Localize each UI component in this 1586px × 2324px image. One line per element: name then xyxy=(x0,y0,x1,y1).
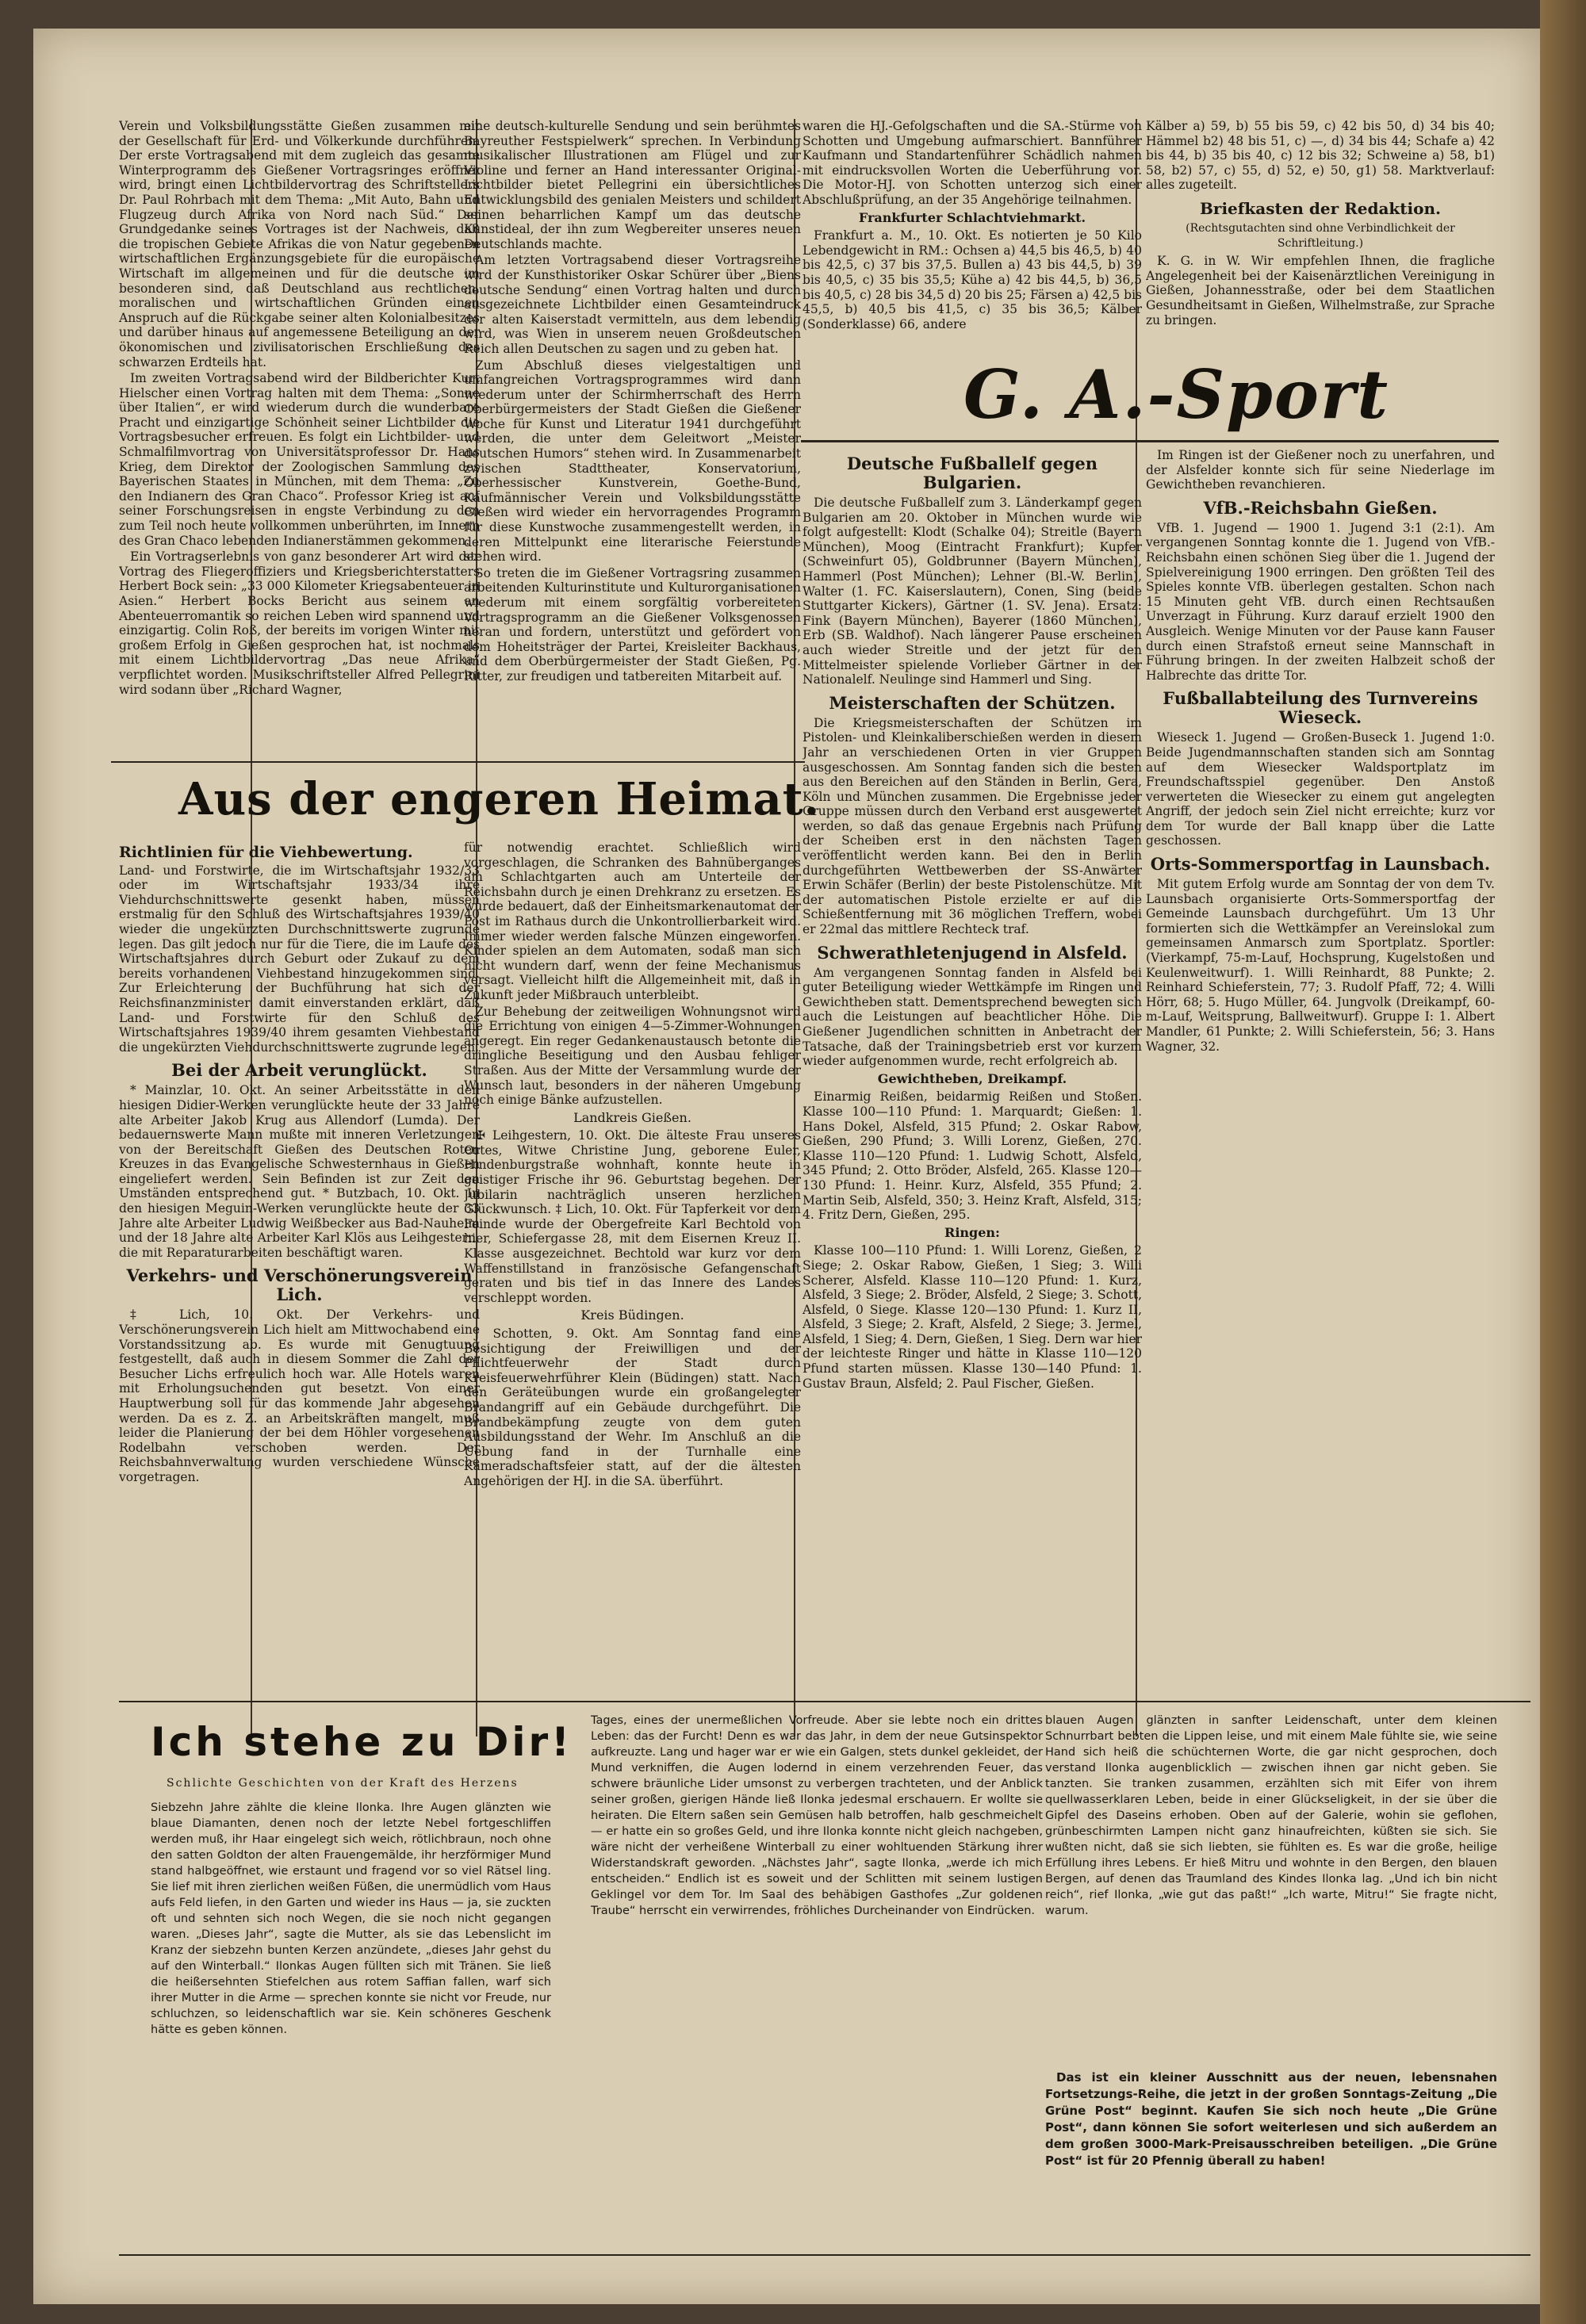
article-paragraph: So treten die im Gießener Vortragsring zusammen arbeitenden Kulturinstitute und Kulturorganisationen wiederum mit einem sorgfältig vorbereiteten Vortragsprogramm an die Gießener Volksgenossen heran und fordern, unterstützt und gefördert von dem Hoheitsträger der Partei, Kreisleiter Backhaus, und dem Oberbürgermeister der Stadt Gießen, Pg. Ritter, zur freudigen und tatbereiten Mitarbeit auf. xyxy=(464,565,801,683)
article-paragraph: * Mainzlar, 10. Okt. An seiner Arbeitsstätte in den hiesigen Didier-Werken verunglückte heute der 33 Jahre alte Arbeiter Jakob Krug aus Allendorf (Lumda). Der bedauernswerte Mann mußte mit inneren Verletzungen von der Bereitschaft Gießen des Deutschen Roten Kreuzes in das Evangelische Schwesternhaus in Gießen eingeliefert werden. Sein Befinden ist zur Zeit den Umständen entsprechend gut. * Butzbach, 10. Okt. In den hiesigen Meguin-Werken verunglückte heute der 33 Jahre alte Arbeiter Ludwig Weißbecker aus Bad-Nauheim und der 18 Jahre alte Arbeiter Karl Klös aus Leihgestern, die mit Reparaturarbeiten beschäftigt waren. xyxy=(119,1083,480,1260)
article-paragraph: Klasse 100—110 Pfund: 1. Willi Lorenz, Gießen, 2 Siege; 2. Oskar Rabow, Gießen, 1 Sieg; 3. Willi Scherer, Alsfeld. Klasse 110—120 Pfund: 1. Kurz, Alsfeld, 3 Siege; 2. Bröder, Alsfeld, 2 Siege; 3. Schott, Alsfeld, 0 Siege. Klasse 120—130 Pfund: 1. Kurz II, Alsfeld, 3 Siege; 2. Kraft, Alsfeld, 2 Siege; 3. Jermel, Alsfeld, 1 Sieg; 4. Dern, Gießen, 1 Sieg. Dern war hier der leichteste Ringer und hätte in Klasse 110—120 Pfund starten müssen. Klasse 130—140 Pfund: 1. Gustav Braun, Alsfeld; 2. Paul Fischer, Gießen. xyxy=(803,1243,1142,1391)
market-report: Kälber a) 59, b) 55 bis 59, c) 42 bis 50, d) 34 bis 40; Hämmel b2) 48 bis 51, c) —, d) 34 bis 44; Schafe a) 42 bis 44, b) 35 bis 40, c) 12 bis 32; Schweine a) 58, b1) 58, b2) 57, c) 55, d) 52, e) 50, g1) 58. Marktverlauf: alles zugeteilt. xyxy=(1146,119,1495,193)
story-paragraph: Tages, eines der unermeßlichen Vorfreude. Aber sie lebte noch ein drittes Leben: das der Furcht! Denn es war das Jahr, in dem der neue Gutsinspektor aufkreuzte. Lang und hager war er wie ein Galgen, stets dunkel gekleidet, der Mund verkniffen, die Augen lodernd in einem verzehrenden Feuer, das schwere bräunliche Lider umsonst zu verbergen trachteten, und der Anblick seiner großen, gierigen Hände ließ Ilonka jedesmal erschauern. Er wollte sie heiraten. Die Eltern saßen sein Gemüsen halb betroffen, halb geschmeichelt — er hatte ein so großes Geld, und ihre Ilonka konnte nicht gleich nachgeben, wäre nicht der verheißene Winterball zu einer wohltuenden Stärkung ihrer Widerstandskraft geworden. „Nächstes Jahr“, sagte Ilonka, „werde ich mich entscheiden.“ Endlich ist es soweit und der Schlitten mit seinem lustigen Geklingel vor dem Tor. Im Saal des behäbigen Gasthofes „Zur goldenen Traube“ herrscht ein verwirrendes, fröhliches Durcheinander von Eindrücken. xyxy=(591,1714,1043,1917)
section-heading: Frankfurter Schlachtviehmarkt. xyxy=(858,209,1086,225)
sport-masthead: G. A.-Sport xyxy=(963,355,1389,434)
grune-post-ad xyxy=(1045,2069,1497,2248)
market-report: Frankfurt a. M., 10. Okt. Es notierten je 50 Kilo Lebendgewicht in RM.: Ochsen a) 44,5 bis 46,5, b) 40 bis 42,5, c) 37 bis 37,5. Bullen a) 43 bis 44,5, b) 39 bis 40,5, c) 35 bis 35,5; Kühe a) 42 bis 44,5, b) 36,5 bis 40,5, c) 28 bis 34,5 d) 20 bis 25; Färsen a) 42,5 bis 45,5, b) 40,5 bis 41,5, c) 35 bis 36,5; Kälber (Sonderklasse) 66, andere xyxy=(803,228,1142,331)
section-heading: Schwerathletenjugend in Alsfeld. xyxy=(817,942,1128,963)
article-paragraph: Die deutsche Fußballelf zum 3. Länderkampf gegen Bulgarien am 20. Oktober in München wurde wie folgt aufgestellt: Klodt (Schalke 04); Streitle (Bayern München), Moog (Eintracht Frankfurt); Kupfer (Schweinfurt 05), Goldbrunner (Bayern München), Hammerl (Post München); Lehner (Bl.-W. Berlin), Walter (1. FC. Kaiserslautern), Conen, Sing (beide Stuttgarter Kickers), Gärtner (1. SV. Jena). Ersatz: Fink (Bayern München), Bayerer (1860 München), Erb (SB. Waldhof). Nach längerer Pause erscheinen auch wieder Streitle und der jetzt für den Mittelmeister spielende Vorlieber Gärtner in der Nationalelf. Neulinge sind Hammerl und Sing. xyxy=(803,496,1142,687)
ad-paragraph: Das ist ein kleiner Ausschnitt aus der neuen, lebensnahen Fortsetzungs-Reihe, die jetzt in der großen Sonntags-Zeitung „Die Grüne Post“ beginnt. Kaufen Sie sich noch heute „Die Grüne Post“, dann können Sie sofort weiterlesen und sich außerdem an dem großen 3000-Mark-Preisausschreiben beteiligen. „Die Grüne Post“ ist für 20 Pfennig überall zu haben! xyxy=(1045,2070,1497,2168)
article-paragraph: K. G. in W. Wir empfehlen Ihnen, die fragliche Angelegenheit bei der Kaisenärztlichen Vereinigung in Gießen, Johannesstraße, oder bei dem Staatlichen Gesundheitsamt in Gießen, Wilhelmstraße, zur Sprache zu bringen. xyxy=(1146,254,1495,327)
story-column-3 xyxy=(1045,1713,1497,2062)
story-column-2 xyxy=(591,1713,1043,2248)
article-paragraph: Im Ringen ist der Gießener noch zu unerfahren, und der Alsfelder konnte sich für seine Niederlage im Gewichtheben revanchieren. xyxy=(1146,448,1495,492)
heimat-rule xyxy=(111,761,805,763)
article-paragraph: Die Kriegsmeisterschaften der Schützen im Pistolen- und Kleinkaliberschießen werden in diesem Jahr an verschiedenen Orten in vier Gruppen ausgeschossen. Am Sonntag fanden sich die besten aus den Bereichen auf den Ständen in Berlin, Gera, Köln und München zusammen. Die Ergebnisse jeder Gruppe müssen durch den Verband erst ausgewertet werden, so daß das genaue Ergebnis nach Prüfung der Scheiben erst in den nächsten Tagen veröffentlicht werden kann. Bei den in Berlin durchgeführten Wettbewerben der SS-Anwärter Erwin Schäfer (Berlin) der beste Pistolenschütze. Mit der automatischen Pistole erzielte er auf die Schießentfernung mit 36 möglichen Treffern, wobei er 22mal das mittlere Rechteck traf. xyxy=(803,715,1142,937)
article-paragraph: Ein Vortragserlebnis von ganz besonderer Art wird der Vortrag des Fliegeroffiziers und Kriegsberichterstatters Herbert Bock sein: „33 000 Kilometer Kriegsabenteuer in Asien.“ Herbert Bocks Bericht aus seinem an Abenteuerromantik so reichen Leben wird spannend und einzigartig. Colin Roß, der bereits im vorigen Winter mit großem Erfolg in Gießen gesprochen hat, ist nochmals mit einem Lichtbildervortrag „Das neue Afrika“ verpflichtet worden. Musikschriftsteller Alfred Pellegrini wird sodann über „Richard Wagner, xyxy=(119,549,480,697)
section-heading: Gewichtheben, Dreikampf. xyxy=(877,1070,1067,1086)
briefkasten-subtitle: (Rechtsgutachten sind ohne Verbindlichkeit der Schriftleitung.) xyxy=(1186,221,1455,250)
sport-column-3 xyxy=(803,448,1142,1697)
briefkasten-heading: Briefkasten der Redaktion. xyxy=(1200,198,1441,218)
column-4-top xyxy=(1146,119,1495,357)
story-column-1 xyxy=(151,1800,551,2248)
story-headline: Ich stehe zu Dir! xyxy=(151,1719,573,1765)
heimat-headline: Aus der engeren Heimat. xyxy=(178,773,821,825)
section-rule xyxy=(119,1701,1530,1702)
column-3-top xyxy=(803,119,1142,349)
article-paragraph: j Schotten, 9. Okt. Am Sonntag fand eine Besichtigung der Freiwilligen und der Pflichtfeuerwehr der Stadt durch Kreisfeuerwehrführer Klein (Büdingen) statt. Nach den Geräteübungen wurde ein großangelegter Brandangriff auf ein Gebäude durchgeführt. Die Brandbekämpfung zeugte von dem guten Ausbildungsstand der Wehr. Im Anschluß an die Uebung fand in der Turnhalle eine Kameradschaftsfeier statt, auf der die ältesten Angehörigen der HJ. in die SA. überführt. xyxy=(464,1327,801,1488)
section-heading: Orts-Sommersportfag in Launsbach. xyxy=(1150,854,1491,875)
binding-spine xyxy=(1540,0,1586,2324)
article-paragraph: waren die HJ.-Gefolgschaften und die SA.-Stürme von Schotten und Umgebung aufmarschiert. Bannführer Kaufmann und Standartenführer Schädlich nahmen mit eindrucksvollen Worten die Ueberführung vor. Die Motor-HJ. von Schotten unterzog sich einer Abschlußprüfung, an der 35 Angehörige teilnahmen. xyxy=(803,119,1142,207)
section-heading: Deutsche Fußballelf gegen Bulgarien. xyxy=(846,454,1098,492)
article-paragraph: VfB. 1. Jugend — 1900 1. Jugend 3:1 (2:1). Am vergangenen Sonntag konnte die 1. Jugend von VfB.-Reichsbahn einen schönen Sieg über die 1. Jugend der Spielvereinigung 1900 erringen. Den größten Teil des Spieles konnte VfB. überlegen gestalten. Schon nach 15 Minuten geht VfB. durch einen Rechtsaußen Unverzagt in Führung. Kurz darauf erzielt 1900 den Ausgleich. Wenige Minuten vor der Pause kann Fauser durch einen Strafstoß erneut seine Mannschaft in Führung bringen. In der zweiten Halbzeit schoß der Halbrechte das dritte Tor. xyxy=(1146,520,1495,683)
bottom-rule xyxy=(119,2254,1530,2256)
heimat-column-1 xyxy=(119,840,480,1697)
article-paragraph: Verein und Volksbildungsstätte Gießen zusammen mit der Gesellschaft für Erd- und Völkerkunde durchführen. Der erste Vortragsabend mit dem zugleich das gesamte Winterprogramm des Gießener Vortragsringes eröffnet wird, bringt einen Lichtbildervortrag des Schriftstellers Dr. Paul Rohrbach mit dem Thema: „Mit Auto, Bahn und Flugzeug durch Afrika von Nord nach Süd.“ Der Grundgedanke seines Vortrages ist der Nachweis, daß die tropischen Gebiete Afrikas die von Natur gegebenen wirtschaftlichen Ergänzungsgebiete für die europäische Wirtschaft im allgemeinen und für die deutsche im besonderen sind, daß Deutschland aus rechtlichen, moralischen und wirtschaftlichen Gründen einen Anspruch auf die Rückgabe seiner alten Kolonialbesitzes und darüber hinaus auf angemessene Beteiligung an der ökonomischen und zivilisatorischen Erschließung des schwarzen Erdteils hat. xyxy=(119,119,480,369)
story-subtitle: Schlichte Geschichten von der Kraft des Herzens xyxy=(167,1777,519,1790)
article-paragraph: Am letzten Vortragsabend dieser Vortragsreihe wird der Kunsthistoriker Oskar Schürer über „Biens deutsche Sendung“ einen Vortrag halten und durch ausgezeichnete Lichtbilder einen Gesamteindruck der alten Kaiserstadt vermitteln, aus dem lebendig wird, was Wien in unserem neuen Großdeutschen Reich allen Deutschen zu sagen und zu geben hat. xyxy=(464,253,801,356)
article-paragraph: ‡ Lich, 10. Okt. Der Verkehrs- und Verschönerungsverein Lich hielt am Mittwochabend eine Vorstandssitzung ab. Es wurde mit Genugtuung festgestellt, daß auch in diesem Sommer die Zahl der Besucher Lichs erfreulich hoch war. Alle Hotels waren mit Erholungsuchenden gut besetzt. Von einer Hauptwerbung soll für das kommende Jahr abgesehen werden. Da es z. Z. an Arbeitskräften mangelt, muß leider die Planierung der bei dem Höhler vorgesehenen Rodelbahn verschoben werden. Der Reichsbahnverwaltung wurden verschiedene Wünsche vorgetragen. xyxy=(119,1307,480,1484)
article-paragraph: Zum Abschluß dieses vielgestaltigen und umfangreichen Vortragsprogrammes wird dann wiederum unter der Schirmherrschaft des Herrn Oberbürgermeisters der Stadt Gießen die Gießener Woche für Kunst und Literatur 1941 durchgeführt werden, die unter dem Geleitwort „Meister deutschen Humors“ stehen wird. In Zusammenarbeit zwischen Stadttheater, Konservatorium, Oberhessischer Kunstverein, Goethe-Bund, Kaufmännischer Verein und Volksbildungsstätte Gießen wird wieder ein hervorragendes Programm für diese Kunstwoche zusammengestellt werden, in deren Mittelpunkt eine literarische Feierstunde stehen wird. xyxy=(464,358,801,565)
section-heading: Fußballabteilung des Turnvereins Wieseck. xyxy=(1163,688,1478,728)
story-paragraph: blauen Augen glänzten in sanfter Leidenschaft, unter dem kleinen Schnurrbart bebten die Lippen leise, und mit einem Male fühlte sie, wie seine Hand sich heiß die schüchternen Worte, die gar nicht gesprochen, doch verstand Ilonka augenblicklich — zwischen ihnen gar nicht geben. Sie tanzten. Sie tranken zusammen, erzählten sich mit Eifer von ihrem quellwasserklaren Leben, beide in einer Glückseligkeit, in der sie über die Gipfel des Daseins erhoben. Oben auf der Galerie, wohin sie geflohen, grünbeschirmten Lampen nicht ganz hinaufreichten, küßten sie sich. Sie wußten nicht, daß sie sich liebten, sie fühlten es. Es war die große, heilige Erfüllung ihres Lebens. Er hieß Mitru und wohnte in den Bergen, den blauen Bergen, auf denen das Traumland des Kindes Ilonka lag. „Und ich bin nicht reich“, rief Ilonka, „wie gut das paßt!“ „Ich warte, Mitru!“ Sie fragte nicht, warum. xyxy=(1045,1714,1497,1917)
story-paragraph: Siebzehn Jahre zählte die kleine Ilonka. Ihre Augen glänzten wie blaue Diamanten, denen noch der letzte Nebel fortgeschliffen werden muß, ihr Haar eingelegt sich weich, rötlichbraun, noch ohne den satten Goldton der alten Frauengemälde, ihr herzförmiger Mund stand halbgeöffnet, wie erstaunt und fragend vor so viel Rätsel ling. Sie lief mit ihren zierlichen weißen Füßen, die unermüdlich vom Haus aufs Feld liefen, in den Garten und wieder ins Haus — ja, sie zuckten oft und sehnten sich noch Wegen, die sie noch nicht gegangen waren. „Dieses Jahr“, sagte die Mutter, als sie das Lebenslicht im Kranz der siebzehn bunten Kerzen anzündete, „dieses Jahr gehst du auf den Winterball.“ Ilonkas Augen füllten sich mit Tränen. Sie ließ die heißersehnten Stiefelchen aus rotem Saffian fallen, warf sich ihrer Mutter in die Arme — sprechen konnte sie nicht vor Freude, nur schluchzen, so leidenschaftlich war sie. Kein schöneres Geschenk hätte es geben können. xyxy=(151,1801,551,2036)
article-paragraph: Einarmig Reißen, beidarmig Reißen und Stoßen. Klasse 100—110 Pfund: 1. Marquardt; Gießen: 1. Hans Dokel, Alsfeld, 315 Pfund; 2. Oskar Rabow, Gießen, 290 Pfund; 3. Willi Lorenz, Gießen, 270. Klasse 110—120 Pfund: 1. Ludwig Schott, Alsfeld, 345 Pfund; 2. Otto Bröder, Alsfeld, 265. Klasse 120—130 Pfund: 1. Heinr. Kurz, Alsfeld, 355 Pfund; 2. Martin Seib, Alsfeld, 350; 3. Heinz Kraft, Alsfeld, 315; 4. Fritz Dern, Gießen, 295. xyxy=(803,1089,1142,1223)
article-paragraph: Im zweiten Vortragsabend wird der Bildberichter Kurt Hielscher einen Vortrag halten mit dem Thema: „Sonne über Italien“, er wird wiederum durch die wunderbare Pracht und einzigartige Schönheit seiner Lichtbilder die Vortragsbesucher erfreuen. Es folgt ein Lichtbilder- und Schmalfilmvortrag von Universitätsprofessor Dr. Hans Krieg, dem Direktor der Zoologischen Sammlung des Bayerischen Staates in München, mit dem Thema: „Zu den Indianern des Gran Chaco“. Professor Krieg ist auf seiner Forschungsreisen in engste Verbindung zu den zum Teil noch heute vollkommen unberührten, im Innern des Gran Chaco lebenden Indianerstämmen gekommen. xyxy=(119,371,480,548)
section-heading: Meisterschaften der Schützen. xyxy=(829,692,1116,713)
article-paragraph: für notwendig erachtet. Schließlich wird vorgeschlagen, die Schranken des Bahnüberganges am Schlachtgarten auch am Unterteile der Reichsbahn durch je einen Drehkranz zu ersetzen. Es wurde bedauert, daß der Einheitsmarkenautomat der Post im Rathaus durch die Unkontrollierbarkeit wird. Immer wieder werden falsche Münzen eingeworfen. Kinder spielen an dem Automaten, sodaß man sich nicht wundern darf, wenn der feine Mechanismus versagt. Vielleicht hilft die Allgemeinheit mit, daß in Zukunft jeder Mißbrauch unterbleibt. xyxy=(464,840,801,1002)
sport-column-4 xyxy=(1146,448,1495,1697)
article-paragraph: Land- und Forstwirte, die im Wirtschaftsjahr 1932/33 oder im Wirtschaftsjahr 1933/34 ihre Viehdurchschnittswerte gesenkt haben, müssen erstmalig für den Schluß des Wirtschaftsjahres 1939/40 wieder die ungekürzten Durchschnittswerte zugrunde legen. Das gilt jedoch nur für die Tiere, die im Laufe des Wirtschaftsjahres durch Geburt oder Zukauf zu dem bereits vorhandenen Viehbestand hinzugekommen sind. Zur Erleichterung der Buchführung hat sich der Reichsfinanzminister damit einverstanden erklärt, daß Land- und Forstwirte für den Schluß des Wirtschaftsjahres 1939/40 ihrem gesamten Viehbestand die ungekürzten Viehdurchschnittswerte zugrunde legen. xyxy=(119,863,480,1055)
section-heading: Bei der Arbeit verunglückt. xyxy=(171,1060,427,1081)
article-paragraph: ✠ Leihgestern, 10. Okt. Die älteste Frau unseres Ortes, Witwe Christine Jung, geborene Euler, Hindenburgstraße wohnhaft, konnte heute in geistiger Frische ihr 96. Geburtstag begehen. Der Jubilarin nachträglich unseren herzlichen Glückwunsch. ‡ Lich, 10. Okt. Für Tapferkeit vor dem Feinde wurde der Obergefreite Karl Bechtold von hier, Schiefergasse 28, mit dem Eisernen Kreuz II. Klasse ausgezeichnet. Bechtold war kurz vor dem Waffenstillstand in französische Gefangenschaft geraten und bis tief in das Innere des Landes verschleppt worden. xyxy=(464,1128,801,1305)
column-1-top xyxy=(119,119,480,761)
section-heading: Richtlinien für die Viehbewertung. xyxy=(119,844,413,861)
column-2-top xyxy=(464,119,801,761)
article-paragraph: Wieseck 1. Jugend — Großen-Buseck 1. Jugend 1:0. Beide Jugendmannschaften standen sich am Sonntag auf dem Wiesecker Waldsportplatz im Freundschaftsspiel gegenüber. Den Anstoß verwerteten die Wiesecker zu einem gut angelegten Angriff, der jedoch sein Ziel nicht erreichte; kurz vor dem Tor wurde der Ball knapp über die Latte geschossen. xyxy=(1146,730,1495,848)
article-paragraph: Zur Behebung der zeitweiligen Wohnungsnot wird die Errichtung von einigen 4—5-Zimmer-Wohnungen angeregt. Ein reger Gedankenaustausch betonte die dringliche Beseitigung und den Ausbau fehliger Straßen. Aus der Mitte der Versammlung wurde der Wunsch laut, besonders in der näheren Umgebung noch einige Bänke aufzustellen. xyxy=(464,1004,801,1108)
section-heading: Landkreis Gießen. xyxy=(573,1109,691,1125)
article-paragraph: eine deutsch-kulturelle Sendung und sein berühmtes Bayreuther Festspielwerk“ sprechen. In Verbindung musikalischer Illustrationen am Flügel und zur Violine und ferner an Hand interessanter Original-Lichtbilder bietet Pellegrini ein übersichtliches Entwicklungsbild des genialen Meisters und schildert seinen beharrlichen Kampf um das deutsche Kunstideal, der ihn zum Wegbereiter unseres neuen Deutschlands machte. xyxy=(464,119,801,251)
section-heading: Kreis Büdingen. xyxy=(580,1307,684,1323)
section-heading: VfB.-Reichsbahn Gießen. xyxy=(1203,497,1438,518)
masthead-rule xyxy=(801,440,1499,442)
section-heading: Verkehrs- und Verschönerungsverein Lich. xyxy=(126,1265,473,1305)
section-heading: Ringen: xyxy=(944,1224,1000,1240)
heimat-column-2 xyxy=(464,840,801,1697)
article-paragraph: Am vergangenen Sonntag fanden in Alsfeld bei guter Beteiligung wieder Wettkämpfe im Ringen und Gewichtheben statt. Dementsprechend bewegten sich auch die Leistungen auf beachtlicher Höhe. Die Gießener Jugendlichen schnitten in Anbetracht der Tatsache, daß der Trainingsbetrieb erst vor kurzem wieder aufgenommen wurde, recht erfolgreich ab. xyxy=(803,965,1142,1069)
article-paragraph: Mit gutem Erfolg wurde am Sonntag der von dem Tv. Launsbach organisierte Orts-Sommersportfag der Gemeinde Launsbach durchgeführt. Um 13 Uhr formierten sich die Wettkämpfer an Vereinslokal zum gemeinsamen Anmarsch zum Sportplatz. Sportler: (Vierkampf, 75-m-Lauf, Hochsprung, Kugelstoßen und Keulenweitwurf). 1. Willi Reinhardt, 88 Punkte; 2. Reinhard Schieferstein, 77; 3. Rudolf Pfaff, 72; 4. Willi Hörr, 68; 5. Hugo Müller, 64. Jungvolk (Dreikampf, 60-m-Lauf, Weitsprung, Ballweitwurf). Gruppe I: 1. Albert Mandler, 61 Punkte; 2. Willi Schieferstein, 56; 3. Hans Wagner, 32. xyxy=(1146,877,1495,1054)
